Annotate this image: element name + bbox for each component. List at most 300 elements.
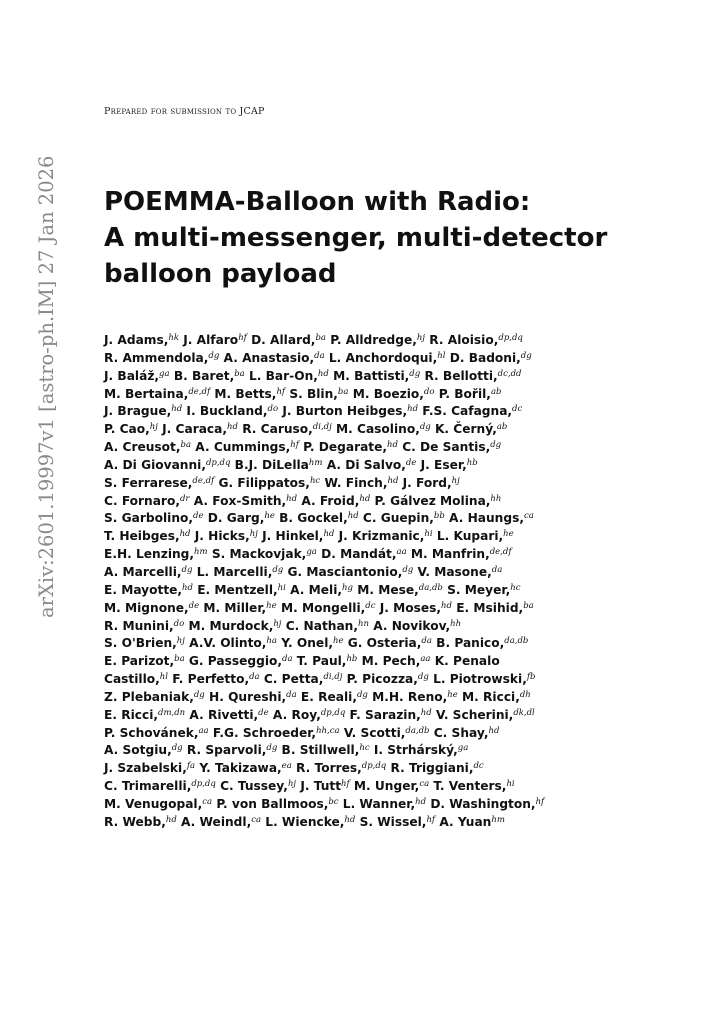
affiliation-marker: hj (176, 636, 185, 647)
affiliation-marker: dg (409, 368, 421, 379)
affiliation-marker: hf (426, 814, 436, 825)
affiliation-marker: hm (491, 814, 505, 825)
affiliation-marker: de,df (192, 475, 215, 486)
author-entry (287, 565, 413, 579)
affiliation-marker: da,db (504, 636, 529, 647)
author-entry (289, 387, 348, 401)
affiliation-marker: dp,dq (191, 779, 216, 790)
affiliation-marker: ca (251, 814, 262, 825)
author-entry (251, 333, 326, 347)
author-entry (329, 351, 446, 365)
author-name: J. Hicks, (194, 529, 250, 544)
author-entry (104, 708, 185, 722)
affiliation-marker: dk,dl (513, 707, 535, 718)
affiliation-marker: ca (523, 511, 534, 522)
author-name: M. Bertaina, (104, 386, 189, 401)
author-name: T. Paul, (296, 654, 347, 669)
author-name: J. Burton Heibges, (282, 404, 408, 419)
author-name: Z. Plebaniak, (104, 689, 194, 704)
author-name: M. Unger, (353, 779, 420, 794)
affiliation-marker: da (249, 672, 260, 683)
author-name: M. Mongelli, (280, 600, 366, 615)
author-entry (324, 476, 398, 490)
affiliation-marker: ea (281, 761, 292, 772)
affiliation-marker: hi (277, 582, 286, 593)
author-entry (104, 779, 216, 793)
affiliation-marker: ba (315, 333, 326, 343)
author-name: E. Mentzell, (197, 582, 278, 597)
affiliation-marker: dg (171, 743, 183, 754)
affiliation-marker: ca (419, 779, 430, 790)
author-entry (301, 494, 370, 508)
affiliation-marker: dg (490, 440, 502, 451)
author-name: V. Scherini, (435, 707, 514, 722)
affiliation-marker: aa (420, 654, 431, 665)
affiliation-marker: hd (227, 422, 238, 433)
author-entry (372, 690, 458, 704)
author-entry (296, 761, 386, 775)
affiliation-marker: dm,dn (158, 707, 186, 718)
author-entry (183, 333, 247, 347)
author-name: M.H. Reno, (372, 689, 448, 704)
author-name: C. Trimarelli, (104, 779, 192, 794)
author-name: R. Sparvoli, (186, 743, 267, 758)
author-entry (104, 619, 184, 633)
author-name: M. Manfrin, (410, 547, 490, 562)
author-entry (224, 351, 325, 365)
affiliation-marker: ga (159, 368, 170, 379)
affiliation-marker: ca (202, 796, 213, 807)
author-line (104, 778, 664, 796)
author-entry (430, 797, 544, 811)
author-entry (187, 743, 277, 757)
affiliation-marker: he (264, 511, 275, 522)
author-name: I. Strhárský, (373, 743, 458, 758)
author-entry (189, 708, 268, 722)
author-line (104, 814, 664, 832)
author-entry (212, 547, 317, 561)
affiliation-marker: fa (186, 761, 196, 772)
author-entry (181, 815, 261, 829)
author-entry (104, 601, 199, 615)
author-line (104, 707, 664, 725)
affiliation-marker: ba (523, 600, 534, 611)
affiliation-marker: hh (450, 618, 462, 629)
author-entry (104, 690, 205, 704)
author-entry (194, 494, 297, 508)
author-entry (203, 601, 276, 615)
author-entry (375, 494, 502, 508)
affiliation-marker: hf (238, 333, 247, 343)
author-name: B. Baret, (173, 368, 235, 383)
affiliation-marker: da (491, 564, 503, 575)
affiliation-marker: he (503, 529, 514, 540)
affiliation-marker: hf (290, 440, 299, 451)
affiliation-marker: ba (180, 440, 192, 451)
author-name: D. Allard, (251, 333, 316, 347)
affiliation-marker: ga (306, 547, 317, 558)
paper-title (104, 184, 664, 292)
author-entry (347, 672, 429, 686)
affiliation-marker: de,df (188, 386, 211, 397)
author-entry (362, 654, 431, 668)
author-entry (327, 458, 417, 472)
author-name: P. Picozza, (346, 672, 418, 687)
author-name: L. Wiencke, (265, 814, 345, 829)
affiliation-marker: ba (337, 386, 349, 397)
affiliation-marker: dg (272, 564, 284, 575)
author-entry (172, 672, 259, 686)
author-name: G. Passeggio, (188, 654, 283, 669)
author-line (104, 618, 664, 636)
affiliation-marker: dc (473, 761, 484, 772)
author-entry (462, 690, 531, 704)
author-name: A. Haungs, (449, 511, 524, 526)
affiliation-marker: dc,dd (497, 368, 522, 379)
affiliation-marker: hd (286, 493, 298, 504)
author-name: C. De Santis, (402, 440, 491, 455)
author-name: M. Murdock, (188, 618, 274, 633)
author-entry (456, 601, 533, 615)
author-name: E.H. Lenzing, (104, 547, 195, 562)
author-entry (434, 726, 500, 740)
author-name: E. Ricci, (104, 707, 159, 722)
author-entry (433, 672, 535, 686)
affiliation-marker: hg (342, 582, 353, 593)
affiliation-marker: ba (174, 654, 185, 665)
affiliation-marker: bc (328, 796, 339, 807)
author-name: P. Gálvez Molina, (374, 493, 491, 508)
author-entry (286, 619, 369, 633)
author-name: K. Penalo (434, 654, 500, 669)
author-name: T. Venters, (433, 779, 507, 794)
author-entry (421, 458, 478, 472)
author-entry (104, 404, 182, 418)
author-line (104, 475, 664, 493)
author-entry (104, 511, 204, 525)
author-name: M. Casolino, (336, 422, 420, 437)
author-name: A. Marcelli, (104, 564, 182, 579)
author-name: S. Blin, (289, 386, 338, 401)
author-name: J. Krizmanic, (338, 529, 425, 544)
affiliation-marker: hf (276, 386, 286, 397)
affiliation-marker: hd (415, 796, 427, 807)
author-name: L. Bar-On, (249, 368, 318, 383)
author-entry (303, 440, 398, 454)
author-entry (104, 654, 185, 668)
author-name: R. Webb, (104, 814, 166, 829)
author-name: H. Qureshi, (209, 689, 287, 704)
author-name: R. Caruso, (242, 422, 313, 437)
author-line (104, 760, 664, 778)
author-line (104, 386, 664, 404)
author-entry (213, 726, 340, 740)
author-name: J. Alfaro (183, 333, 239, 347)
author-name: A. Froid, (301, 493, 360, 508)
author-line (104, 546, 664, 564)
author-entry (348, 636, 432, 650)
author-name: Y. Takizawa, (199, 761, 282, 776)
author-name: P. Bořil, (438, 386, 491, 401)
title-line: balloon payload (104, 259, 337, 289)
author-name: A. Meli, (290, 582, 343, 597)
affiliation-marker: hj (287, 779, 297, 790)
author-entry (262, 529, 334, 543)
author-name: R. Aloisio, (429, 333, 499, 347)
author-name: K. Černý, (434, 422, 497, 437)
author-entry (186, 404, 278, 418)
author-name: E. Parizot, (104, 654, 175, 669)
author-entry (436, 708, 535, 722)
author-name: E. Msihid, (456, 600, 524, 615)
author-name: J. Ford, (402, 475, 452, 490)
author-entry (390, 761, 483, 775)
author-entry (264, 672, 342, 686)
author-name: M. Battisti, (333, 368, 410, 383)
author-name: F. Sarazin, (349, 707, 421, 722)
affiliation-marker: de (405, 457, 417, 468)
author-name: M. Pech, (361, 654, 421, 669)
affiliation-marker: dp,dq (320, 707, 346, 718)
author-entry (104, 797, 212, 811)
author-entry (301, 690, 368, 704)
author-name: L. Piotrowski, (433, 672, 527, 687)
affiliation-marker: hn (357, 618, 369, 629)
affiliation-marker: da,db (418, 582, 443, 593)
affiliation-marker: hk (168, 333, 179, 343)
arxiv-identifier-stamp[interactable]: arXiv:2601.19997v1 [astro-ph.IM] 27 Jan 2026 (35, 155, 58, 618)
author-name: S. Ferrarese, (104, 475, 193, 490)
author-entry (297, 654, 358, 668)
author-name: A. Anastasio, (223, 350, 315, 365)
author-name: A. Weindl, (181, 814, 252, 829)
author-name: R. Munini, (104, 618, 174, 633)
author-entry (282, 404, 418, 418)
author-name: P. Alldredge, (330, 333, 417, 347)
author-entry (439, 387, 502, 401)
author-entry (249, 369, 329, 383)
author-name: S. Mackovjak, (211, 547, 307, 562)
author-entry (353, 387, 435, 401)
author-name: A. Rivetti, (189, 707, 259, 722)
author-entry (433, 779, 514, 793)
affiliation-marker: hi (424, 529, 433, 540)
author-line (104, 600, 664, 618)
author-entry (104, 387, 210, 401)
affiliation-marker: dc (512, 404, 523, 415)
affiliation-marker: hd (359, 493, 371, 504)
affiliation-marker: hc (359, 743, 370, 754)
author-entry (104, 422, 158, 436)
author-entry (343, 797, 426, 811)
author-entry (208, 511, 275, 525)
author-name: J. Brague, (104, 404, 172, 419)
author-name: J. Moses, (379, 600, 442, 615)
affiliation-marker: hc (510, 582, 521, 593)
affiliation-marker: dg (266, 743, 278, 754)
author-name: J. Tutt (300, 779, 342, 794)
author-line (104, 493, 664, 511)
author-entry (218, 476, 320, 490)
affiliation-marker: hl (159, 672, 168, 683)
affiliation-marker: dc (365, 600, 376, 611)
author-name: P. Cao, (104, 422, 150, 437)
affiliation-marker: hl (437, 350, 446, 361)
author-name: M. Mignone, (104, 600, 189, 615)
author-name: C. Tussey, (220, 779, 288, 794)
author-name: M. Venugopal, (104, 796, 203, 811)
author-entry (350, 708, 432, 722)
author-name: F. Perfetto, (172, 672, 250, 687)
author-entry (199, 761, 291, 775)
affiliation-marker: hd (323, 529, 335, 540)
affiliation-marker: da (314, 350, 325, 361)
affiliation-marker: dg (181, 564, 193, 575)
author-name: R. Ammendola, (104, 350, 209, 365)
author-line (104, 528, 664, 546)
author-entry (363, 511, 445, 525)
affiliation-marker: hj (416, 333, 426, 343)
affiliation-marker: hf (341, 779, 350, 790)
author-entry (189, 636, 277, 650)
affiliation-marker: dp,dq (205, 457, 231, 468)
author-entry (189, 654, 293, 668)
author-name: D. Washington, (430, 796, 536, 811)
author-name: D. Mandát, (321, 547, 397, 562)
author-line (104, 510, 664, 528)
author-name: I. Buckland, (186, 404, 268, 419)
affiliation-marker: dg (419, 422, 431, 433)
affiliation-marker: dh (519, 689, 531, 700)
author-entry (104, 476, 214, 490)
affiliation-marker: da (282, 654, 293, 665)
author-name: B. Stillwell, (281, 743, 360, 758)
title-line: A multi-messenger, multi-detector (104, 223, 608, 253)
author-entry (449, 511, 534, 525)
affiliation-marker: hb (466, 457, 478, 468)
author-entry (282, 743, 370, 757)
author-name: R. Torres, (296, 761, 362, 776)
author-name: A. Roy, (272, 707, 321, 722)
author-line (104, 635, 664, 653)
author-name: J. Eser, (420, 457, 467, 472)
affiliation-marker: hi (506, 779, 515, 790)
affiliation-marker: hd (165, 814, 177, 825)
author-line (104, 457, 664, 475)
affiliation-marker: do (173, 618, 185, 629)
author-entry (104, 565, 192, 579)
author-line (104, 421, 664, 439)
affiliation-marker: de (193, 511, 204, 522)
author-line (104, 582, 664, 600)
author-entry (336, 422, 431, 436)
author-entry (360, 815, 435, 829)
affiliation-marker: aa (198, 725, 209, 736)
author-name: J. Caraca, (162, 422, 228, 437)
author-name: V. Scotti, (343, 725, 406, 740)
author-entry (104, 815, 177, 829)
author-line (104, 689, 664, 707)
title-line: POEMMA-Balloon with Radio: (104, 187, 531, 217)
author-name: P. Schovánek, (104, 725, 199, 740)
author-entry (214, 387, 285, 401)
author-name: C. Shay, (433, 725, 489, 740)
author-entry (429, 333, 523, 347)
author-name: A. Cummings, (195, 440, 291, 455)
author-name: W. Finch, (324, 475, 388, 490)
author-entry (197, 583, 286, 597)
author-name: A. Di Giovanni, (104, 457, 206, 472)
author-name: L. Wanner, (342, 796, 416, 811)
author-name: F.G. Schroeder, (212, 725, 317, 740)
author-entry (344, 726, 430, 740)
affiliation-marker: dg (402, 564, 414, 575)
author-name: D. Garg, (207, 511, 265, 526)
author-entry (374, 743, 468, 757)
author-name: E. Mayotte, (104, 582, 183, 597)
author-name: C. Petta, (263, 672, 324, 687)
affiliation-marker: hd (317, 368, 329, 379)
affiliation-marker: hd (347, 511, 359, 522)
affiliation-marker: hf (535, 796, 545, 807)
author-name: J. Szabelski, (104, 761, 187, 776)
author-entry (435, 654, 500, 668)
affiliation-marker: he (266, 600, 277, 611)
author-entry (437, 529, 514, 543)
author-name: A. Creusot, (104, 440, 181, 455)
author-name: B.J. DiLella (234, 457, 309, 472)
affiliation-marker: de (258, 707, 269, 718)
author-entry (188, 619, 281, 633)
author-name: L. Marcelli, (196, 564, 273, 579)
affiliation-marker: do (423, 386, 435, 397)
affiliation-marker: hd (387, 475, 399, 486)
affiliation-marker: da,db (405, 725, 430, 736)
author-name: S. Garbolino, (104, 511, 194, 526)
affiliation-marker: ab (490, 386, 502, 397)
author-entry (450, 351, 532, 365)
author-entry (104, 458, 230, 472)
affiliation-marker: hb (346, 654, 358, 665)
author-entry (417, 565, 502, 579)
author-entry (104, 547, 208, 561)
affiliation-marker: hd (387, 440, 398, 451)
author-name: P. Degarate, (303, 440, 388, 455)
author-name: A. Di Salvo, (326, 457, 406, 472)
author-line (104, 439, 664, 457)
author-list (104, 332, 664, 832)
author-name: M. Betts, (214, 386, 277, 401)
author-entry (104, 494, 189, 508)
affiliation-marker: da (421, 636, 432, 647)
author-entry (439, 815, 505, 829)
author-entry (402, 440, 501, 454)
affiliation-marker: dg (520, 350, 532, 361)
author-entry (435, 422, 507, 436)
author-line (104, 564, 664, 582)
author-entry (104, 743, 183, 757)
affiliation-marker: da (286, 689, 297, 700)
author-entry (220, 779, 296, 793)
author-name: T. Heibges, (104, 529, 180, 544)
affiliation-marker: di,dj (312, 422, 332, 433)
author-entry (104, 636, 185, 650)
affiliation-marker: hj (273, 618, 282, 629)
affiliation-marker: hd (344, 814, 356, 825)
author-name: B. Gockel, (279, 511, 348, 526)
author-line (104, 332, 664, 350)
author-entry (380, 601, 452, 615)
